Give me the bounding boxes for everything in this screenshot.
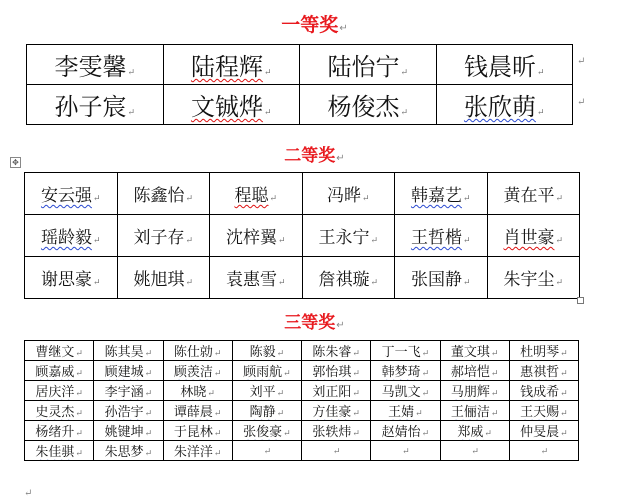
second-prize-table: [24, 172, 580, 299]
table-cell[interactable]: [436, 85, 573, 125]
table-cell[interactable]: [302, 341, 371, 361]
table-cell[interactable]: [371, 341, 440, 361]
table-cell[interactable]: [163, 421, 232, 441]
table-row: [25, 421, 579, 441]
winner-name: 林晓: [180, 385, 207, 400]
winner-name: 王婧: [388, 405, 415, 420]
table-cell[interactable]: [509, 341, 578, 361]
winner-name: 孙浩宇: [104, 405, 144, 420]
table-cell[interactable]: [232, 341, 301, 361]
winner-name: 王天赐: [520, 405, 560, 420]
winner-name: 李雯馨: [54, 53, 127, 81]
winner-name: 顾建城: [104, 365, 144, 380]
cell-end-mark: ↵: [144, 449, 153, 459]
cell-end-mark: ↵: [555, 236, 564, 246]
row-end-mark: ↵: [577, 56, 586, 67]
table-cell[interactable]: [25, 401, 94, 421]
cell-end-mark: ↵: [462, 278, 471, 288]
table-cell[interactable]: [440, 401, 509, 421]
winner-name: 朱思梦: [104, 445, 144, 460]
winner-name: 郭怡琪: [312, 365, 352, 380]
table-cell[interactable]: [27, 85, 164, 125]
section-heading-second-prize: [0, 141, 629, 166]
winner-name: 詹祺璇: [318, 270, 370, 290]
cell-end-mark: ↵: [484, 429, 492, 439]
winner-name: 陈毅: [249, 345, 276, 360]
cell-end-mark: ↵: [352, 349, 360, 359]
winner-name: 钱晨昕: [463, 53, 536, 81]
cell-end-mark: ↵: [462, 236, 471, 246]
table-row: [25, 401, 579, 421]
winner-name: 仲旻晨: [520, 425, 560, 440]
cell-end-mark: ↵: [471, 447, 479, 457]
table-row: [25, 381, 579, 401]
table-row: [25, 341, 579, 361]
winner-name: 陆怡宁: [327, 53, 400, 81]
cell-end-mark: ↵: [421, 389, 430, 399]
cell-end-mark: ↵: [352, 389, 360, 399]
cell-end-mark: ↵: [332, 447, 341, 457]
cell-end-mark: ↵: [490, 409, 499, 419]
heading-text: 一等奖: [281, 14, 339, 36]
section-heading-third-prize: [0, 308, 629, 333]
paragraph-mark: ↵: [336, 320, 345, 331]
table-cell[interactable]: [302, 421, 371, 441]
table-cell[interactable]: [94, 421, 163, 441]
winner-name: 文铖烨: [190, 93, 263, 121]
winner-name: 史灵杰: [35, 405, 75, 420]
cell-end-mark: ↵: [540, 447, 549, 457]
winner-name: 姚键坤: [104, 425, 144, 440]
cell-end-mark: ↵: [352, 429, 360, 439]
paragraph-mark: ↵: [336, 153, 345, 164]
cell-end-mark: ↵: [185, 194, 194, 204]
winner-name: 杨绪升: [35, 425, 75, 440]
row-end-mark: ↵: [577, 97, 586, 108]
table-cell[interactable]: [509, 421, 578, 441]
cell-end-mark: ↵: [400, 108, 409, 118]
cell-end-mark: ↵: [560, 369, 568, 379]
cell-end-mark: ↵: [421, 369, 430, 379]
section-heading-first-prize: [0, 10, 629, 37]
winner-name: 李宇涵: [104, 385, 144, 400]
paragraph-mark: ↵: [339, 23, 348, 34]
table-cell[interactable]: [302, 361, 371, 381]
winner-name: 于昆林: [173, 425, 213, 440]
cell-end-mark: ↵: [213, 349, 222, 359]
table-cell[interactable]: [487, 173, 580, 215]
winner-name: 赵婧怡: [381, 425, 421, 440]
winner-name: 陶静: [249, 405, 276, 420]
winner-name: 朱宇尘: [503, 270, 555, 290]
table-row: [27, 85, 573, 125]
winner-name: 王俪洁: [450, 405, 490, 420]
cell-end-mark: ↵: [263, 447, 272, 457]
winner-name: 刘正阳: [312, 385, 352, 400]
cell-end-mark: ↵: [400, 68, 409, 78]
cell-end-mark: ↵: [560, 409, 568, 419]
cell-end-mark: ↵: [361, 194, 370, 204]
heading-text: 三等奖: [284, 313, 336, 333]
table-cell[interactable]: [94, 441, 163, 461]
table-cell[interactable]: [487, 257, 580, 299]
winner-name: 冯晔: [326, 186, 361, 206]
cell-end-mark: ↵: [276, 409, 285, 419]
winner-name: 安云强: [40, 186, 92, 206]
cell-end-mark: ↵: [75, 349, 83, 359]
table-cell[interactable]: [163, 341, 232, 361]
table-cell[interactable]: [436, 45, 573, 85]
table-cell[interactable]: [440, 361, 509, 381]
table-cell[interactable]: [232, 361, 301, 381]
table-move-handle-icon[interactable]: ✥: [10, 157, 21, 168]
cell-end-mark: ↵: [560, 429, 568, 439]
cell-end-mark: ↵: [127, 108, 136, 118]
cell-end-mark: ↵: [213, 449, 222, 459]
cell-end-mark: ↵: [490, 369, 499, 379]
winner-name: 杜明琴: [520, 345, 560, 360]
table-cell[interactable]: [509, 381, 578, 401]
table-cell[interactable]: [117, 173, 210, 215]
table-cell[interactable]: [302, 441, 371, 461]
winner-name: 曹继文: [35, 345, 75, 360]
table-cell[interactable]: [487, 215, 580, 257]
table-cell[interactable]: [25, 381, 94, 401]
table-cell[interactable]: [395, 215, 488, 257]
table-row: [27, 45, 573, 85]
table-cell[interactable]: [94, 361, 163, 381]
winner-name: 黄在平: [503, 186, 555, 206]
winner-name: 肖世豪: [503, 228, 555, 248]
table-cell[interactable]: [440, 441, 509, 461]
table-cell[interactable]: [94, 341, 163, 361]
table-cell[interactable]: [440, 421, 509, 441]
winner-name: 陈朱睿: [312, 345, 352, 360]
cell-end-mark: ↵: [277, 278, 286, 288]
cell-end-mark: ↵: [144, 409, 153, 419]
cell-end-mark: ↵: [555, 194, 564, 204]
third-prize-table: [24, 340, 579, 461]
cell-end-mark: ↵: [370, 278, 379, 288]
winner-name: 马凯文: [381, 385, 421, 400]
table-cell[interactable]: [302, 215, 395, 257]
table-cell[interactable]: [300, 85, 437, 125]
table-cell[interactable]: [440, 341, 509, 361]
cell-end-mark: ↵: [352, 369, 360, 379]
heading-text: 二等奖: [284, 146, 336, 166]
table-cell[interactable]: [371, 361, 440, 381]
cell-end-mark: ↵: [560, 389, 568, 399]
winner-name: 王永宁: [318, 228, 370, 248]
table-cell[interactable]: [395, 173, 488, 215]
table-cell[interactable]: [25, 257, 118, 299]
cell-end-mark: ↵: [144, 349, 153, 359]
cell-end-mark: ↵: [75, 389, 83, 399]
cell-end-mark: ↵: [75, 449, 83, 459]
table-cell[interactable]: [25, 361, 94, 381]
cell-end-mark: ↵: [92, 236, 101, 246]
cell-end-mark: ↵: [536, 108, 545, 118]
winner-name: 谭薛晨: [173, 405, 213, 420]
table-cell[interactable]: [371, 381, 440, 401]
winner-name: 陈仕勍: [173, 345, 213, 360]
table-cell[interactable]: [163, 381, 232, 401]
table-resize-handle-icon[interactable]: [577, 297, 584, 304]
cell-end-mark: ↵: [263, 68, 272, 78]
table-cell[interactable]: [302, 401, 371, 421]
winner-name: 张轶炜: [312, 425, 352, 440]
winner-name: 韩嘉艺: [410, 186, 462, 206]
winner-name: 钱成希: [520, 385, 560, 400]
table-cell[interactable]: [302, 257, 395, 299]
winner-name: 陆程辉: [190, 53, 263, 81]
table-cell[interactable]: [395, 257, 488, 299]
table-cell[interactable]: [509, 441, 578, 461]
winner-name: 郑威: [457, 425, 484, 440]
cell-end-mark: ↵: [75, 369, 83, 379]
table-cell[interactable]: [25, 341, 94, 361]
table-cell[interactable]: [371, 441, 440, 461]
table-cell[interactable]: [163, 401, 232, 421]
cell-end-mark: ↵: [144, 369, 153, 379]
table-row: [25, 215, 580, 257]
table-cell[interactable]: [163, 361, 232, 381]
cell-end-mark: ↵: [560, 349, 568, 359]
cell-end-mark: ↵: [144, 429, 153, 439]
table-cell[interactable]: [25, 421, 94, 441]
cell-end-mark: ↵: [462, 194, 471, 204]
table-row: [25, 173, 580, 215]
winner-name: 张欣萌: [463, 93, 536, 121]
winner-name: 董文琪: [450, 345, 490, 360]
winner-name: 方佳豪: [312, 405, 352, 420]
winner-name: 顾羡洁: [173, 365, 213, 380]
cell-end-mark: ↵: [283, 369, 291, 379]
cell-end-mark: ↵: [263, 108, 272, 118]
cell-end-mark: ↵: [277, 236, 286, 246]
winner-name: 顾嘉威: [35, 365, 75, 380]
table-cell[interactable]: [210, 173, 303, 215]
table-cell[interactable]: [25, 441, 94, 461]
cell-end-mark: ↵: [352, 409, 360, 419]
winner-name: 杨俊杰: [327, 93, 400, 121]
table-cell[interactable]: [371, 401, 440, 421]
table-cell[interactable]: [232, 381, 301, 401]
winner-name: 张国静: [410, 270, 462, 290]
table-cell[interactable]: [509, 361, 578, 381]
table-cell[interactable]: [300, 45, 437, 85]
first-prize-table: [26, 44, 573, 125]
winner-name: 刘子存: [133, 228, 185, 248]
cell-end-mark: ↵: [536, 68, 545, 78]
winner-name: 马朋辉: [450, 385, 490, 400]
cell-end-mark: ↵: [75, 409, 83, 419]
winner-name: 沈梓翼: [225, 228, 277, 248]
table-cell[interactable]: [232, 421, 301, 441]
cell-end-mark: ↵: [185, 278, 194, 288]
cell-end-mark: ↵: [276, 389, 285, 399]
table-cell[interactable]: [302, 381, 371, 401]
winner-name: 居庆洋: [35, 385, 75, 400]
cell-end-mark: ↵: [92, 278, 101, 288]
cell-end-mark: ↵: [421, 429, 430, 439]
winner-name: 姚旭琪: [133, 270, 185, 290]
winner-name: 陈鑫怡: [133, 186, 185, 206]
table-row: [25, 441, 579, 461]
table-cell[interactable]: [232, 441, 301, 461]
table-cell[interactable]: [210, 215, 303, 257]
table-row: [25, 257, 580, 299]
cell-end-mark: ↵: [213, 369, 222, 379]
table-cell[interactable]: [94, 401, 163, 421]
cell-end-mark: ↵: [402, 447, 410, 457]
table-cell[interactable]: [163, 45, 300, 85]
cell-end-mark: ↵: [75, 429, 83, 439]
table-cell[interactable]: [27, 45, 164, 85]
winner-name: 朱佳骐: [35, 445, 75, 460]
cell-end-mark: ↵: [144, 389, 153, 399]
cell-end-mark: ↵: [421, 349, 430, 359]
table-row: [25, 361, 579, 381]
winner-name: 顾雨航: [243, 365, 283, 380]
cell-end-mark: ↵: [92, 194, 101, 204]
cell-end-mark: ↵: [490, 349, 499, 359]
winner-name: 丁一飞: [381, 345, 421, 360]
table-cell[interactable]: [302, 173, 395, 215]
table-cell[interactable]: [25, 215, 118, 257]
table-cell[interactable]: [232, 401, 301, 421]
table-cell[interactable]: [440, 381, 509, 401]
table-cell[interactable]: [371, 421, 440, 441]
winner-name: 刘平: [249, 385, 276, 400]
winner-name: 孙子宸: [54, 93, 127, 121]
winner-name: 惠祺哲: [520, 365, 560, 380]
paragraph-mark: ↵: [24, 488, 33, 499]
table-cell[interactable]: [117, 215, 210, 257]
winner-name: 陈其昊: [104, 345, 144, 360]
winner-name: 朱洋洋: [173, 445, 213, 460]
cell-end-mark: ↵: [415, 409, 423, 419]
table-cell[interactable]: [163, 85, 300, 125]
winner-name: 瑶龄毅: [40, 228, 92, 248]
winner-name: 郝培恺: [450, 365, 490, 380]
table-cell[interactable]: [163, 441, 232, 461]
cell-end-mark: ↵: [269, 194, 278, 204]
cell-end-mark: ↵: [213, 409, 222, 419]
winner-name: 张俊豪: [243, 425, 283, 440]
winner-name: 谢思豪: [40, 270, 92, 290]
cell-end-mark: ↵: [185, 236, 194, 246]
winner-name: 袁惠雪: [225, 270, 277, 290]
table-cell[interactable]: [117, 257, 210, 299]
cell-end-mark: ↵: [370, 236, 379, 246]
table-cell[interactable]: [509, 401, 578, 421]
cell-end-mark: ↵: [490, 389, 499, 399]
table-cell[interactable]: [94, 381, 163, 401]
winner-name: 程聪: [234, 186, 269, 206]
cell-end-mark: ↵: [276, 349, 285, 359]
cell-end-mark: ↵: [555, 278, 564, 288]
cell-end-mark: ↵: [127, 68, 136, 78]
winner-name: 王哲楷: [410, 228, 462, 248]
winner-name: 韩梦琦: [381, 365, 421, 380]
table-cell[interactable]: [210, 257, 303, 299]
cell-end-mark: ↵: [213, 429, 222, 439]
cell-end-mark: ↵: [207, 389, 215, 399]
table-cell[interactable]: [25, 173, 118, 215]
cell-end-mark: ↵: [283, 429, 291, 439]
